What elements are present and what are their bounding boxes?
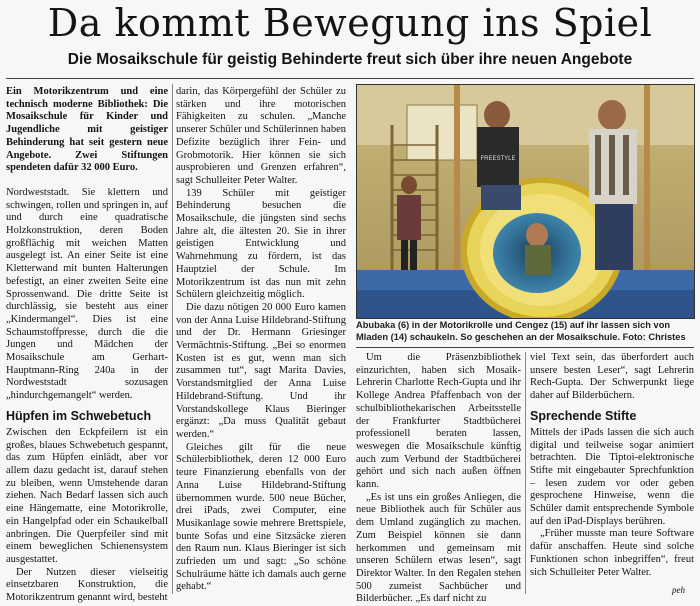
column-3 — [356, 352, 521, 606]
subhead: Die Mosaikschule für geistig Behinderte freut sich über ihre neuen Angebote — [67, 51, 633, 68]
paragraph: Um die Präsenzbibliothek einzurichten, haben sich Mosaik-Lehrerin Charlotte Rech-Gupta und ihr Kollege Andrea Pfaffenbach von der schulbibliothekarischen Arbeitsstelle der Frankfurter Stadtbücherei professionell beraten lassen, weswegen die Mosaikschule künftig auch zum Verbund der Stadtbücherei gehört und sich nach außen öffnen kann. — [356, 352, 521, 491]
paragraph: Der Nutzen dieser vielseitig einsetzbaren Konstruktion, die Motorikzentrum genannt wird, besteht — [6, 566, 168, 604]
paragraph: Mittels der iPads lassen die sich auch digital und teilweise sogar animiert betrachten. Die Tiptoi-elektronische Stifte mit eingebauter Sprechfunktion – lesen zudem vor oder geben gesprochene Hinweise, wenn die Schüler damit entsprechende Symbole auf den iPad-Displays berühren. — [530, 426, 694, 527]
article-photo — [356, 84, 695, 319]
column-divider — [172, 84, 173, 594]
column-4 — [530, 352, 694, 579]
column-2 — [176, 86, 346, 594]
paragraph: „Es ist uns ein großes Anliegen, die neue Bibliothek auch für Schüler aus dem Umland zugänglich zu machen. Zum Beispiel können sie dann herkommen und gemeinsam mit unseren Schülern etwas lesen“, sagt Direktor Walter. In den Regalen stehen 500 zumeist Sachbücher und Bilderbücher. „Es darf nicht zu — [356, 491, 521, 605]
lead-paragraph: Ein Motorikzentrum und eine technisch moderne Bibliothek: Die Mosaikschule für Kinder und Jugendliche mit geistiger Behinderung hat seit gestern neue Angebote. Zwei Stiftungen spendeten dafür 32 000 Euro. — [6, 86, 168, 174]
headline: Da kommt Bewegung ins Spiel — [47, 1, 653, 45]
column-divider — [525, 352, 526, 594]
paragraph: 139 Schüler mit geistiger Behinderung besuchen die Mosaikschule, die jüngsten sind sechs Jahre alt, die ältesten 20. Sie in ihrer geistigen Entwicklung und Wahrnehmung zu fördern, ist das Hauptziel der Schule. Im Motorikzentrum ist das nun mit zehn Schülern gleichzeitig möglich. — [176, 187, 346, 301]
paragraph: Zwischen den Eckpfeilern ist ein großes, blaues Schwebetuch gespannt, das zum Hüpfen einlädt, aber vor allem dazu gedacht ist, darauf stehen zu bleiben, wenn Umstehende daran ziehen. Nach Bedarf lassen sich auch eine Hängematte, eine Motorikrolle, ein Hangelpfad oder ein Schaukelball anbringen. Die Querpfeiler sind mit einem beweglichen Schienensystem ausgestattet. — [6, 426, 168, 565]
paragraph: viel Text sein, das überfordert auch unsere besten Leser“, sagt Lehrerin Rech-Gupta. Der Schwerpunkt liege daher auf Bilderbüchern. — [530, 352, 694, 402]
paragraph: „Früher musste man teure Software dafür anschaffen. Heute sind solche Funktionen schon inbegriffen“, freut sich Schulleiter Peter Walter. — [530, 528, 694, 578]
author-signature: peh — [672, 585, 685, 595]
subheading-stifte: Sprechende Stifte — [530, 408, 637, 423]
photo-caption: Abubaka (6) in der Motorikrolle und Cengez (15) auf ihr lassen sich von Mladen (14) schaukeln. So geschehen an der Mosaikschule. Foto: Christes — [356, 320, 686, 342]
shirt-text: FREESTYLE — [480, 156, 516, 162]
paragraph: Die dazu nötigen 20 000 Euro kamen von der Anna Luise Hildebrand-Stiftung und der Dr. Hermann Griesinger Vermächtnis-Stiftung. „Bei so enormen Kosten ist es gut, wenn man sich zusammen tut“, sagt Marita Davies, Vorstandsmitglied der Anna Luise Hildebrand-Stiftung. Und ihr Vorstandskollege Klaus Bieringer ergänzt: „Da muss Qualität gebaut werden.“ — [176, 301, 346, 440]
caption-rule — [356, 347, 694, 348]
column-1 — [6, 86, 168, 605]
paragraph: Gleiches gilt für die neue Schülerbibliothek, deren 12 000 Euro teure Finanzierung ebenfalls von der Anna Luise Hildebrand-Stiftung übernommen wurde. 500 neue Bücher, drei iPads, zwei Computer, eine Musikanlage sowie mehrere Brettspiele, bunte Sofas und eine Sitzsäcke zieren den Raum nun. Klaus Bieringer ist sich zufrieden um und sagt: „So schöne Schulräume hätte ich damals auch gerne gehabt.“ — [176, 441, 346, 593]
paragraph: darin, das Körpergefühl der Schüler zu stärken und ihre motorischen Fähigkeiten zu schulen. „Manche unserer Schüler und Schülerinnen haben Defizite bezüglich ihrer Fein- und Grobmotorik. Hier können sie sich ausprobieren und Grenzen erfahren“, sagt Schulleiter Peter Walter. — [176, 86, 346, 186]
top-rule — [6, 78, 694, 79]
paragraph: Nordweststadt. Sie klettern und schwingen, rollen und springen in, auf und durch eine quadratische Holzkonstruktion, deren Boden großflächig mit weichen Matten ausgelegt ist. An einer Seite ist eine Kletterwand mit bunten Halterungen befestigt, an einer zweiten Seite eine Sprossenwand. Die dritte Seite ist durchlässig, sie besteht aus einer „Kindermangel“. Dies ist eine Schaumstoffpresse, durch die die Jungen und Mädchen der Mosaikschule am Gerhart-Hauptmann-Ring 240a in der Nordweststadt sozusagen „hindurchgemangelt“ werden. — [6, 186, 168, 402]
subheading-huepfen: Hüpfen im Schwebetuch — [6, 408, 152, 423]
